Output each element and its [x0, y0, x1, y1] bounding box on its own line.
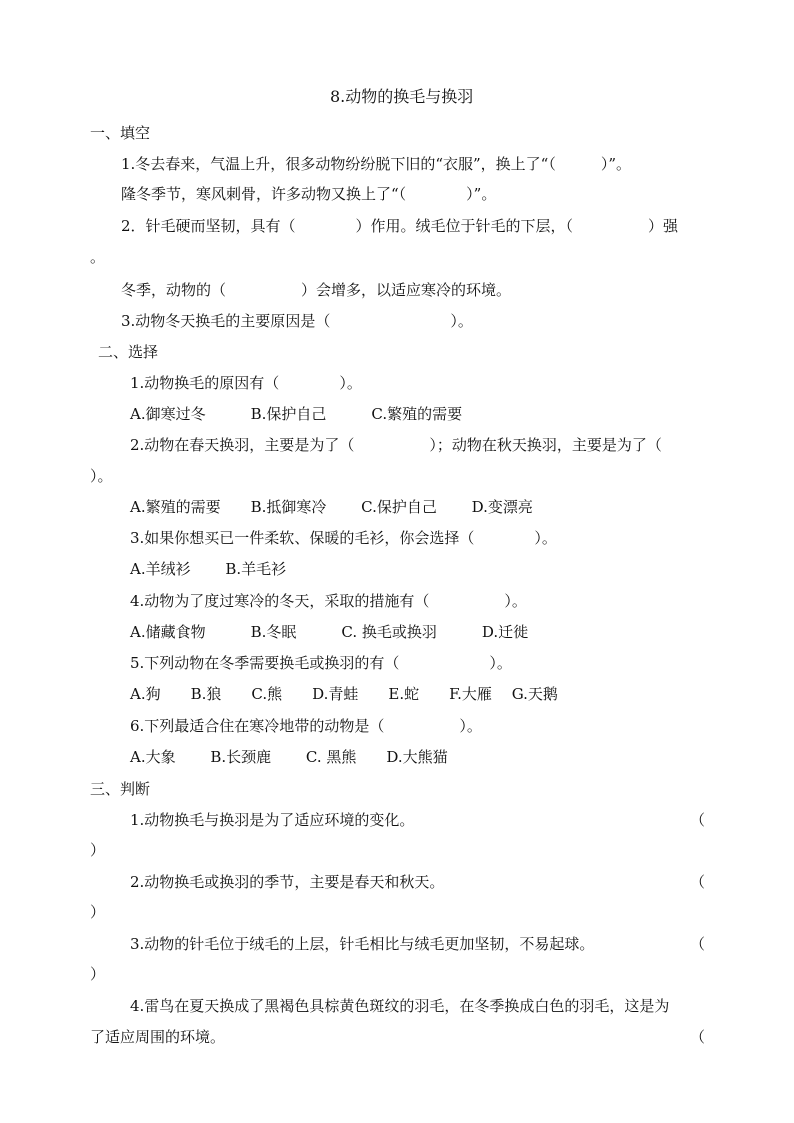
question-text: 3.动物的针毛位于绒毛的上层，针毛相比与绒毛更加坚韧，不易起球。 [130, 935, 595, 953]
question-text: 3.动物冬天换毛的主要原因是（ ）。 [121, 312, 473, 330]
question-text: 了适应周围的环境。 [90, 1028, 226, 1046]
question-text: 3.如果你想买已一件柔软、保暖的毛衫，你会选择（ ）。 [130, 529, 557, 547]
question-text: 1.动物换毛与换羽是为了适应环境的变化。 [130, 811, 415, 829]
question-text: 隆冬季节，寒风刺骨，许多动物又换上了“（ ）”。 [121, 185, 497, 203]
answer-bracket-close: ） [90, 903, 106, 921]
question-text: 1.冬去春来，气温上升，很多动物纷纷脱下旧的“衣服”，换上了“（ ）”。 [121, 155, 631, 173]
question-text: 4.雷鸟在夏天换成了黑褐色具棕黄色斑纹的羽毛，在冬季换成白色的羽毛，这是为 [130, 997, 670, 1015]
question-text: 2.动物换毛或换羽的季节，主要是春天和秋天。 [130, 873, 445, 891]
section-heading-judge: 三、判断 [90, 780, 151, 798]
answer-options: A.大象 B.长颈鹿 C. 黑熊 D.大熊猫 [130, 748, 448, 766]
question-text: 。 [90, 248, 106, 266]
question-text: 1.动物换毛的原因有（ ）。 [130, 374, 362, 392]
answer-options: A.储藏食物 B.冬眠 C. 换毛或换羽 D.迁徙 [130, 623, 529, 641]
section-heading-fill: 一、填空 [90, 124, 151, 142]
question-text: 2.动物在春天换羽，主要是为了（ ）；动物在秋天换羽，主要是为了（ [130, 436, 662, 454]
answer-options: A.狗 B.狼 C.熊 D.青蛙 E.蛇 F.大雁 G.天鹅 [130, 685, 558, 703]
answer-options: A.御寒过冬 B.保护自己 C.繁殖的需要 [130, 405, 463, 423]
question-text: ）。 [90, 467, 113, 485]
answer-bracket-open: （ [690, 1028, 706, 1046]
answer-bracket-close: ） [90, 841, 106, 859]
answer-bracket-open: （ [690, 935, 706, 953]
question-text: 6.下列最适合住在寒冷地带的动物是（ ）。 [130, 717, 482, 735]
answer-bracket-open: （ [690, 873, 706, 891]
question-text: 冬季，动物的（ ）会增多，以适应寒冷的环境。 [121, 281, 512, 299]
page-title: 8.动物的换毛与换羽 [330, 87, 474, 106]
question-text: 2．针毛硬而坚韧，具有（ ）作用。绒毛位于针毛的下层，（ ）强 [121, 217, 679, 235]
answer-bracket-close: ） [90, 965, 106, 983]
answer-bracket-open: （ [690, 811, 706, 829]
question-text: 5.下列动物在冬季需要换毛或换羽的有（ ）。 [130, 654, 512, 672]
answer-options: A.繁殖的需要 B.抵御寒冷 C.保护自己 D.变漂亮 [130, 498, 533, 516]
section-heading-choice: 二、选择 [98, 343, 159, 361]
question-text: 4.动物为了度过寒冷的冬天，采取的措施有（ ）。 [130, 592, 527, 610]
answer-options: A.羊绒衫 B.羊毛衫 [130, 560, 287, 578]
